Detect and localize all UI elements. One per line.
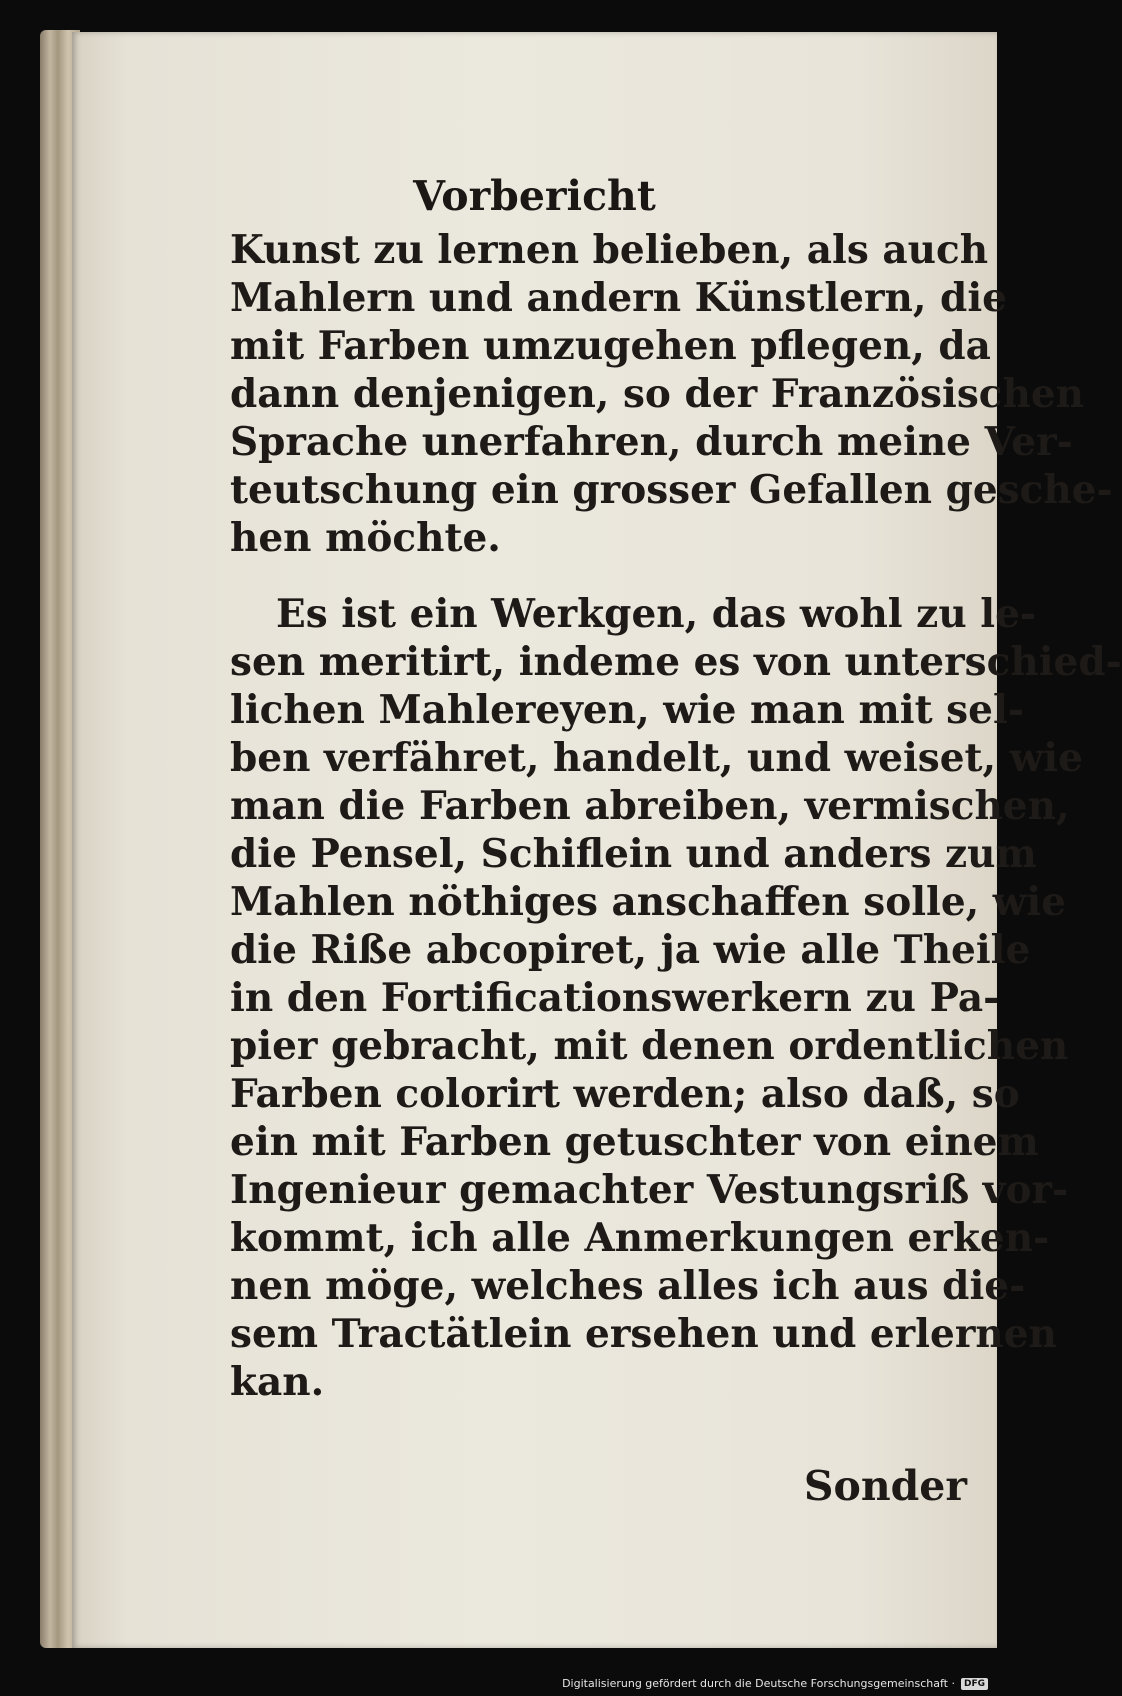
text-line: sen meritirt, indeme es von unterschied- [230,639,1122,685]
text-line: Mahlern und andern Künstlern, die [230,275,1007,321]
text-line: Es ist ein Werkgen, das wohl zu le- [276,591,1037,637]
text-line: Ingenieur gemachter Vestungsriß vor- [230,1167,1069,1213]
running-head: Vorbericht [413,172,656,220]
text-line: die Riße abcopiret, ja wie alle Theile [230,927,1031,973]
text-line: Farben colorirt werden; also daß, so [230,1071,1020,1117]
text-line: ein mit Farben getuschter von einem [230,1119,1039,1165]
text-line: Kunst zu lernen belieben, als auch [230,227,989,273]
text-line: sem Tractätlein ersehen und erlernen [230,1311,1057,1357]
text-line: Sprache unerfahren, durch meine Ver- [230,419,1073,465]
credit-text: Digitalisierung gefördert durch die Deutsche Forschungsgemeinschaft · [562,1677,955,1690]
text-line: pier gebracht, mit denen ordentlichen [230,1023,1069,1069]
text-line: hen möchte. [230,515,501,561]
text-line: mit Farben umzugehen pflegen, da [230,323,991,369]
text-line: nen möge, welches alles ich aus die- [230,1263,1026,1309]
text-line: teutschung ein grosser Gefallen gesche- [230,467,1113,513]
text-line: dann denjenigen, so der Französischen [230,371,1085,417]
text-line: kommt, ich alle Anmerkungen erken- [230,1215,1050,1261]
text-line: lichen Mahlereyen, wie man mit sel- [230,687,1024,733]
paragraph-2 [230,590,1122,1406]
text-line: man die Farben abreiben, vermischen, [230,783,1070,829]
text-line: ben verfähret, handelt, und weiset, wie [230,735,1083,781]
catchword: Sonder [803,1462,967,1510]
text-line: in den Fortificationswerkern zu Pa- [230,975,1000,1021]
text-line: kan. [230,1359,325,1405]
paragraph-1 [230,226,1113,562]
text-line: Mahlen nöthiges anschaffen solle, wie [230,879,1067,925]
dfg-logo: DFG [961,1678,988,1690]
text-line: die Pensel, Schiflein und anders zum [230,831,1037,877]
digitization-credit [562,1677,988,1690]
book-page [72,32,1122,1648]
